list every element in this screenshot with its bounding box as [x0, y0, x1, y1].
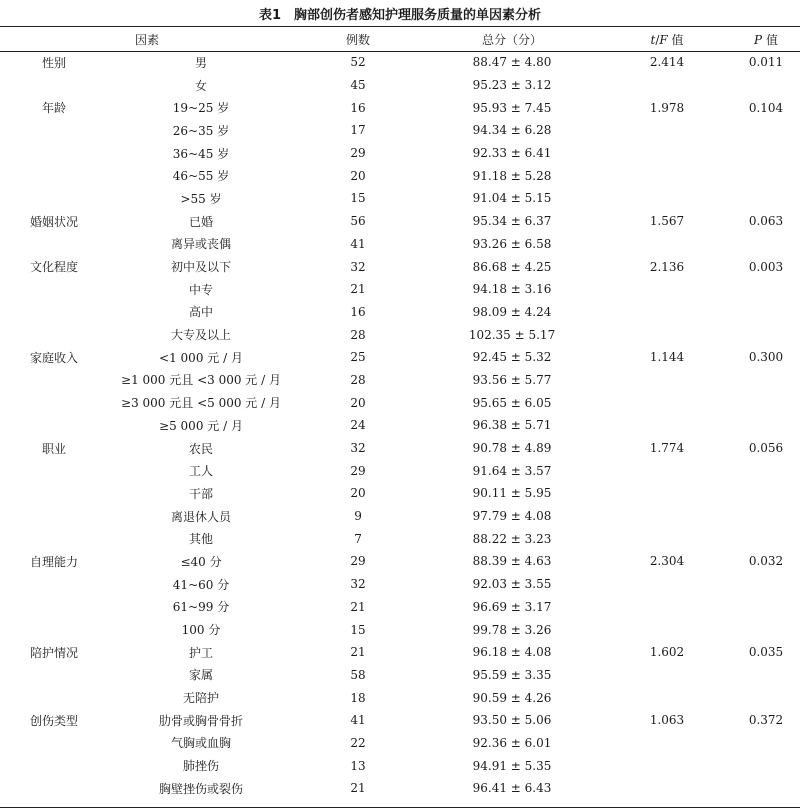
count-cell: 20 [350, 395, 366, 410]
p-value-cell: 0.032 [748, 554, 784, 569]
p-value-cell: 0.035 [748, 645, 784, 660]
table-row [0, 596, 800, 619]
factor-cell: 文化程度 [29, 260, 78, 275]
table-row [0, 686, 800, 709]
score-cell: 94.18 ± 3.16 [472, 282, 552, 297]
table-row [0, 709, 800, 732]
score-cell: 90.11 ± 5.95 [472, 486, 552, 501]
stat-cell [602, 414, 732, 437]
table-row [0, 437, 800, 460]
header-stat: t/F 值 [650, 33, 684, 47]
level-cell: 肺挫伤 [183, 759, 220, 774]
stat-cell [602, 618, 732, 641]
factor-cell: 婚姻状况 [29, 214, 78, 229]
count-cell: 45 [350, 78, 366, 93]
stat-cell [602, 573, 732, 596]
p-value-cell: 0.056 [748, 441, 784, 456]
factor-cell: 自理能力 [29, 554, 78, 569]
stat-cell [602, 187, 732, 210]
level-cell: 中专 [189, 282, 214, 297]
level-cell: 农民 [189, 441, 214, 456]
count-cell: 58 [350, 667, 366, 682]
score-cell: 92.36 ± 6.01 [472, 735, 552, 750]
factor-cell [0, 164, 108, 187]
header-count: 例数 [346, 33, 371, 47]
p-value-cell [732, 119, 800, 142]
score-cell: 94.91 ± 5.35 [472, 758, 552, 773]
stat-cell [602, 777, 732, 800]
table-row [0, 346, 800, 369]
count-cell: 21 [350, 282, 366, 297]
factor-cell [0, 732, 108, 755]
table-row [0, 527, 800, 550]
level-cell: 46~55 岁 [172, 169, 230, 184]
factor-cell [0, 596, 108, 619]
p-value-cell: 0.300 [748, 350, 784, 365]
stat-cell [602, 301, 732, 324]
table-row [0, 369, 800, 392]
stat-cell: 2.414 [649, 55, 685, 70]
level-cell: 41~60 分 [172, 577, 230, 592]
p-value-cell [732, 664, 800, 687]
table-row [0, 618, 800, 641]
score-cell: 92.33 ± 6.41 [472, 146, 552, 161]
stat-cell [602, 596, 732, 619]
p-value-cell [732, 278, 800, 301]
table-row [0, 777, 800, 800]
score-cell: 96.41 ± 6.43 [472, 781, 552, 796]
table-row [0, 119, 800, 142]
stat-cell [602, 527, 732, 550]
count-cell: 21 [350, 599, 366, 614]
p-value-cell [732, 732, 800, 755]
p-value-cell [732, 754, 800, 777]
level-cell: 男 [195, 55, 208, 70]
factor-cell [0, 119, 108, 142]
stat-cell [602, 391, 732, 414]
table-row [0, 732, 800, 755]
table-row [0, 414, 800, 437]
p-value-cell [732, 573, 800, 596]
p-value-cell [732, 505, 800, 528]
stat-cell [602, 233, 732, 256]
score-cell: 91.64 ± 3.57 [472, 463, 552, 478]
level-cell: 气胸或血胸 [171, 736, 232, 751]
level-cell: 高中 [189, 305, 214, 320]
stat-cell [602, 482, 732, 505]
p-value-cell [732, 596, 800, 619]
factor-cell: 职业 [41, 441, 66, 456]
count-cell: 24 [350, 418, 366, 433]
factor-cell [0, 323, 108, 346]
stat-cell: 2.304 [649, 554, 685, 569]
header-row [0, 28, 800, 51]
table-row [0, 51, 800, 74]
level-cell: 无陪护 [183, 691, 220, 706]
level-cell: 26~35 岁 [172, 123, 230, 138]
p-value-cell [732, 686, 800, 709]
factor-cell [0, 414, 108, 437]
stat-cell: 1.978 [649, 100, 685, 115]
factor-cell: 性别 [41, 55, 66, 70]
table-row [0, 278, 800, 301]
count-cell: 29 [350, 554, 366, 569]
count-cell: 32 [350, 441, 366, 456]
p-value-cell [732, 323, 800, 346]
stat-cell [602, 323, 732, 346]
factor-cell [0, 754, 108, 777]
level-cell: 家属 [189, 668, 214, 683]
stat-cell [602, 505, 732, 528]
p-value-cell [732, 369, 800, 392]
count-cell: 25 [350, 350, 366, 365]
score-cell: 96.38 ± 5.71 [472, 418, 552, 433]
table-row [0, 210, 800, 233]
score-cell: 96.69 ± 3.17 [472, 599, 552, 614]
table-row [0, 187, 800, 210]
count-cell: 56 [350, 214, 366, 229]
p-value-cell [732, 187, 800, 210]
score-cell: 91.04 ± 5.15 [472, 191, 552, 206]
stat-cell [602, 74, 732, 97]
level-cell: 离退休人员 [171, 509, 232, 524]
score-cell: 98.09 ± 4.24 [472, 304, 552, 319]
level-cell: 19~25 岁 [172, 101, 230, 116]
table-row [0, 573, 800, 596]
p-value-cell [732, 233, 800, 256]
table-row [0, 255, 800, 278]
p-value-cell: 0.104 [748, 100, 784, 115]
header-score: 总分（分） [482, 33, 543, 47]
p-value-cell [732, 391, 800, 414]
count-cell: 20 [350, 486, 366, 501]
table-row [0, 550, 800, 573]
count-cell: 9 [354, 509, 362, 524]
stat-cell [602, 754, 732, 777]
level-cell: 100 分 [181, 623, 221, 638]
factor-cell [0, 505, 108, 528]
level-cell: 护工 [189, 645, 214, 660]
score-cell: 97.79 ± 4.08 [472, 509, 552, 524]
stat-cell: 2.136 [649, 259, 685, 274]
count-cell: 21 [350, 645, 366, 660]
p-value-cell [732, 527, 800, 550]
table-row [0, 323, 800, 346]
count-cell: 29 [350, 463, 366, 478]
p-value-cell [732, 777, 800, 800]
level-cell: <1 000 元 / 月 [159, 350, 243, 365]
level-cell: 干部 [189, 486, 214, 501]
factor-cell [0, 664, 108, 687]
table-row [0, 505, 800, 528]
score-cell: 95.93 ± 7.45 [472, 100, 552, 115]
stat-cell [602, 164, 732, 187]
table-row [0, 664, 800, 687]
score-cell: 90.59 ± 4.26 [472, 690, 552, 705]
top-rule [0, 26, 800, 27]
factor-cell [0, 233, 108, 256]
table-row [0, 164, 800, 187]
level-cell: 36~45 岁 [172, 146, 230, 161]
score-cell: 93.26 ± 6.58 [472, 236, 552, 251]
level-cell: 61~99 分 [172, 600, 230, 615]
score-cell: 95.34 ± 6.37 [472, 214, 552, 229]
factor-cell [0, 573, 108, 596]
score-cell: 93.50 ± 5.06 [472, 713, 552, 728]
level-cell: 其他 [189, 532, 214, 547]
factor-cell [0, 686, 108, 709]
p-value-cell [732, 482, 800, 505]
table-row [0, 754, 800, 777]
level-cell: 大专及以上 [171, 328, 232, 343]
count-cell: 18 [350, 690, 366, 705]
table-body [0, 51, 800, 800]
stat-cell [602, 732, 732, 755]
score-cell: 86.68 ± 4.25 [472, 259, 552, 274]
count-cell: 13 [350, 758, 366, 773]
level-cell: 女 [195, 78, 208, 93]
table-row [0, 96, 800, 119]
stat-cell: 1.602 [649, 645, 685, 660]
factor-cell [0, 618, 108, 641]
stat-cell: 1.063 [649, 713, 685, 728]
table-caption: 表1 胸部创伤者感知护理服务质量的单因素分析 [258, 8, 542, 23]
table-row [0, 142, 800, 165]
score-cell: 92.45 ± 5.32 [472, 350, 552, 365]
score-cell: 94.34 ± 6.28 [472, 123, 552, 138]
p-value-cell: 0.372 [748, 713, 784, 728]
factor-cell [0, 391, 108, 414]
score-cell: 88.22 ± 3.23 [472, 531, 552, 546]
factor-cell [0, 482, 108, 505]
count-cell: 15 [350, 191, 366, 206]
count-cell: 32 [350, 259, 366, 274]
level-cell: 工人 [189, 464, 214, 479]
p-value-cell [732, 301, 800, 324]
score-cell: 95.65 ± 6.05 [472, 395, 552, 410]
factor-cell [0, 527, 108, 550]
count-cell: 21 [350, 781, 366, 796]
score-cell: 95.59 ± 3.35 [472, 667, 552, 682]
p-value-cell [732, 142, 800, 165]
stat-cell: 1.774 [649, 441, 685, 456]
factor-cell [0, 278, 108, 301]
count-cell: 29 [350, 146, 366, 161]
count-cell: 17 [350, 123, 366, 138]
stat-cell: 1.144 [649, 350, 685, 365]
factor-cell [0, 187, 108, 210]
data-table [0, 28, 800, 800]
count-cell: 15 [350, 622, 366, 637]
count-cell: 32 [350, 577, 366, 592]
count-cell: 7 [354, 531, 362, 546]
stat-cell [602, 459, 732, 482]
factor-cell: 创伤类型 [29, 713, 78, 728]
stat-cell [602, 686, 732, 709]
count-cell: 41 [350, 236, 366, 251]
table-row [0, 301, 800, 324]
count-cell: 28 [350, 372, 366, 387]
table-row [0, 459, 800, 482]
score-cell: 93.56 ± 5.77 [472, 372, 552, 387]
p-value-cell [732, 164, 800, 187]
count-cell: 52 [350, 55, 366, 70]
table-row [0, 641, 800, 664]
p-value-cell: 0.003 [748, 259, 784, 274]
factor-cell [0, 459, 108, 482]
stat-cell [602, 369, 732, 392]
stat-cell: 1.567 [649, 214, 685, 229]
header-p: P 值 [754, 33, 778, 47]
level-cell: ≥1 000 元且 <3 000 元 / 月 [121, 373, 281, 388]
score-cell: 99.78 ± 3.26 [472, 622, 552, 637]
count-cell: 22 [350, 735, 366, 750]
bottom-rule [0, 807, 800, 808]
p-value-cell: 0.011 [748, 55, 784, 70]
factor-cell [0, 369, 108, 392]
stat-cell [602, 664, 732, 687]
p-value-cell [732, 459, 800, 482]
level-cell: ≥5 000 元 / 月 [159, 418, 243, 433]
header-factor: 因素 [135, 33, 160, 47]
score-cell: 91.18 ± 5.28 [472, 168, 552, 183]
level-cell: 肋骨或胸骨骨折 [159, 713, 244, 728]
count-cell: 41 [350, 713, 366, 728]
count-cell: 16 [350, 304, 366, 319]
score-cell: 88.47 ± 4.80 [472, 55, 552, 70]
score-cell: 90.78 ± 4.89 [472, 441, 552, 456]
p-value-cell [732, 74, 800, 97]
p-value-cell [732, 618, 800, 641]
table-row [0, 482, 800, 505]
count-cell: 28 [350, 327, 366, 342]
score-cell: 92.03 ± 3.55 [472, 577, 552, 592]
stat-cell [602, 142, 732, 165]
factor-cell [0, 74, 108, 97]
count-cell: 20 [350, 168, 366, 183]
level-cell: 已婚 [189, 214, 214, 229]
stat-cell [602, 119, 732, 142]
factor-cell: 陪护情况 [29, 645, 78, 660]
table-row [0, 391, 800, 414]
level-cell: 初中及以下 [171, 260, 232, 275]
stat-cell [602, 278, 732, 301]
level-cell: ≤40 分 [180, 554, 222, 569]
factor-cell [0, 777, 108, 800]
score-cell: 102.35 ± 5.17 [468, 327, 556, 342]
score-cell: 88.39 ± 4.63 [472, 554, 552, 569]
p-value-cell [732, 414, 800, 437]
score-cell: 95.23 ± 3.12 [472, 78, 552, 93]
factor-cell [0, 142, 108, 165]
count-cell: 16 [350, 100, 366, 115]
level-cell: >55 岁 [180, 191, 222, 206]
table-row [0, 74, 800, 97]
factor-cell: 年龄 [41, 101, 66, 116]
p-value-cell: 0.063 [748, 214, 784, 229]
level-cell: 胸壁挫伤或裂伤 [159, 781, 244, 796]
score-cell: 96.18 ± 4.08 [472, 645, 552, 660]
factor-cell: 家庭收入 [29, 350, 78, 365]
level-cell: ≥3 000 元且 <5 000 元 / 月 [121, 396, 281, 411]
level-cell: 离异或丧偶 [171, 237, 232, 252]
table-row [0, 233, 800, 256]
factor-cell [0, 301, 108, 324]
